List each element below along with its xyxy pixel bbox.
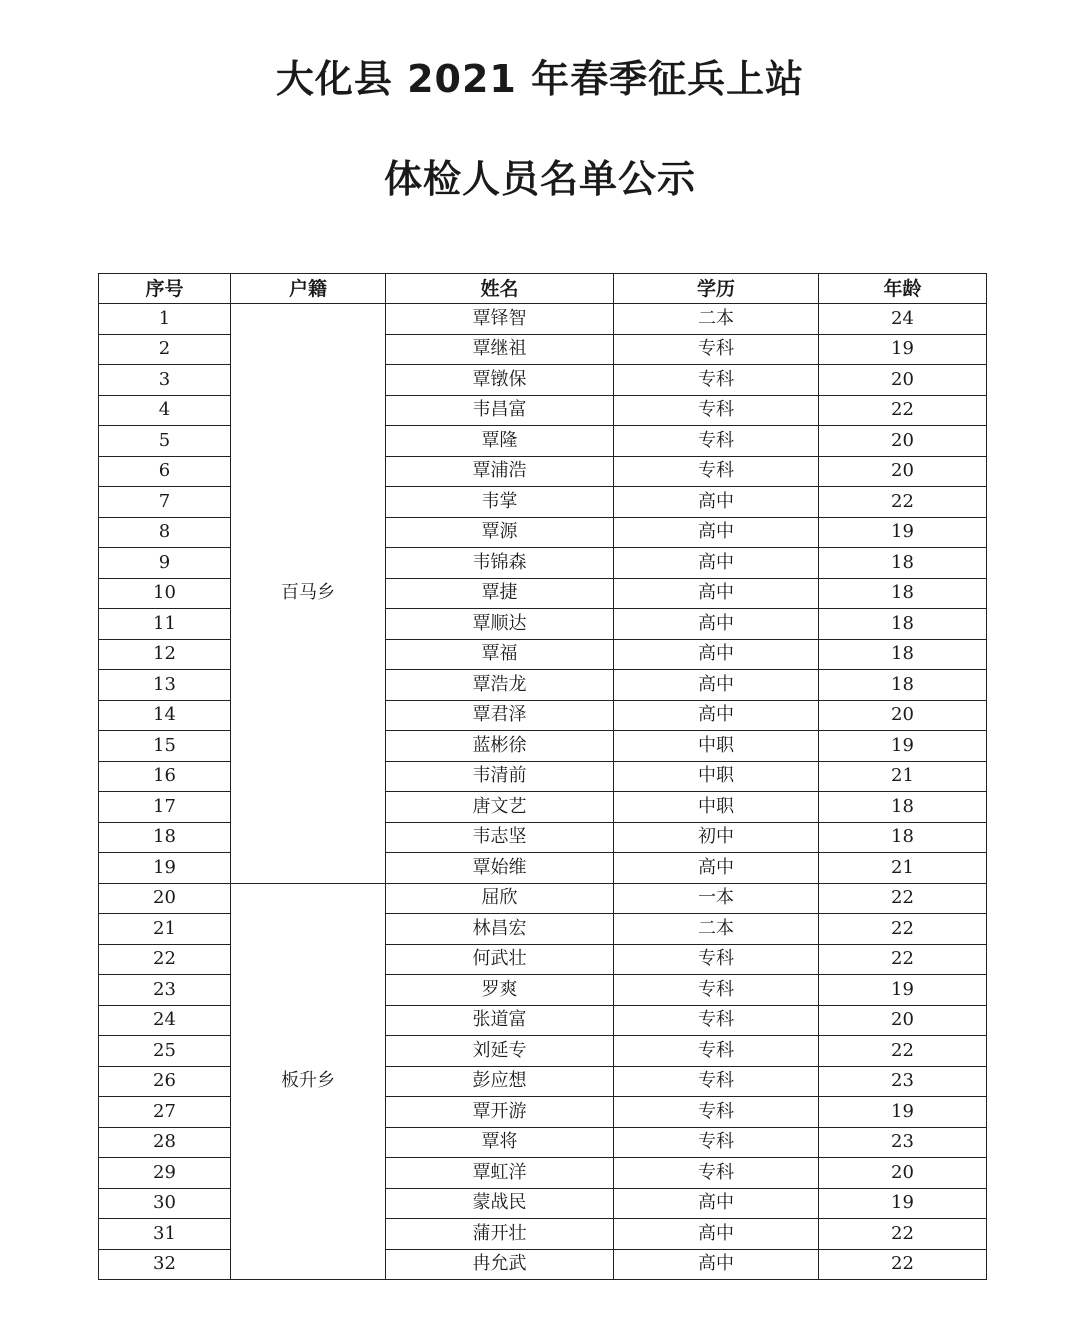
cell-age: 18	[819, 822, 987, 853]
table-header-row	[99, 274, 987, 304]
cell-serial: 7	[99, 487, 231, 518]
cell-age: 20	[819, 1158, 987, 1189]
cell-age: 23	[819, 1066, 987, 1097]
header-education: 学历	[614, 274, 819, 304]
cell-name: 覃继祖	[386, 334, 614, 365]
cell-age: 20	[819, 1005, 987, 1036]
cell-name: 蒙战民	[386, 1188, 614, 1219]
cell-age: 22	[819, 487, 987, 518]
cell-serial: 28	[99, 1127, 231, 1158]
document-title: 大化县 2021 年春季征兵上站	[275, 57, 805, 101]
cell-name: 覃将	[386, 1127, 614, 1158]
cell-age: 22	[819, 944, 987, 975]
cell-age: 20	[819, 456, 987, 487]
cell-age: 22	[819, 1219, 987, 1250]
table-row	[99, 304, 987, 335]
cell-age: 21	[819, 853, 987, 884]
cell-name: 覃浦浩	[386, 456, 614, 487]
cell-education: 高中	[614, 1219, 819, 1250]
cell-serial: 21	[99, 914, 231, 945]
cell-education: 高中	[614, 578, 819, 609]
cell-serial: 1	[99, 304, 231, 335]
cell-education: 高中	[614, 517, 819, 548]
cell-education: 专科	[614, 1127, 819, 1158]
cell-age: 21	[819, 761, 987, 792]
cell-serial: 32	[99, 1249, 231, 1280]
cell-serial: 2	[99, 334, 231, 365]
cell-education: 专科	[614, 975, 819, 1006]
roster-table	[98, 273, 987, 1280]
table-row	[99, 883, 987, 914]
cell-name: 唐文艺	[386, 792, 614, 823]
cell-name: 蓝彬徐	[386, 731, 614, 762]
cell-education: 专科	[614, 1036, 819, 1067]
cell-name: 覃铎智	[386, 304, 614, 335]
cell-age: 20	[819, 700, 987, 731]
cell-age: 22	[819, 1249, 987, 1280]
cell-name: 冉允武	[386, 1249, 614, 1280]
cell-serial: 30	[99, 1188, 231, 1219]
cell-serial: 29	[99, 1158, 231, 1189]
cell-serial: 18	[99, 822, 231, 853]
cell-hukou: 百马乡	[231, 304, 386, 884]
cell-age: 24	[819, 304, 987, 335]
cell-name: 覃始维	[386, 853, 614, 884]
cell-name: 韦昌富	[386, 395, 614, 426]
cell-education: 中职	[614, 731, 819, 762]
cell-name: 覃顺达	[386, 609, 614, 640]
cell-education: 专科	[614, 395, 819, 426]
cell-age: 19	[819, 731, 987, 762]
cell-education: 专科	[614, 1097, 819, 1128]
cell-age: 19	[819, 1097, 987, 1128]
cell-serial: 10	[99, 578, 231, 609]
cell-serial: 13	[99, 670, 231, 701]
cell-education: 高中	[614, 700, 819, 731]
cell-education: 高中	[614, 639, 819, 670]
cell-serial: 17	[99, 792, 231, 823]
cell-education: 专科	[614, 365, 819, 396]
cell-serial: 5	[99, 426, 231, 457]
cell-education: 中职	[614, 761, 819, 792]
cell-serial: 31	[99, 1219, 231, 1250]
cell-name: 覃虹洋	[386, 1158, 614, 1189]
cell-serial: 8	[99, 517, 231, 548]
cell-education: 专科	[614, 426, 819, 457]
cell-education: 高中	[614, 487, 819, 518]
cell-name: 覃捷	[386, 578, 614, 609]
cell-education: 一本	[614, 883, 819, 914]
cell-age: 19	[819, 975, 987, 1006]
cell-name: 罗爽	[386, 975, 614, 1006]
cell-name: 覃源	[386, 517, 614, 548]
cell-age: 18	[819, 609, 987, 640]
cell-name: 韦掌	[386, 487, 614, 518]
cell-serial: 27	[99, 1097, 231, 1128]
cell-serial: 16	[99, 761, 231, 792]
cell-education: 专科	[614, 334, 819, 365]
cell-serial: 12	[99, 639, 231, 670]
cell-education: 初中	[614, 822, 819, 853]
cell-name: 蒲开壮	[386, 1219, 614, 1250]
cell-age: 22	[819, 914, 987, 945]
cell-serial: 26	[99, 1066, 231, 1097]
cell-education: 专科	[614, 456, 819, 487]
cell-age: 18	[819, 670, 987, 701]
cell-serial: 9	[99, 548, 231, 579]
header-age: 年龄	[819, 274, 987, 304]
cell-name: 覃隆	[386, 426, 614, 457]
cell-age: 18	[819, 578, 987, 609]
cell-name: 覃浩龙	[386, 670, 614, 701]
cell-age: 18	[819, 639, 987, 670]
table-body	[99, 304, 987, 1280]
cell-education: 专科	[614, 1005, 819, 1036]
cell-age: 18	[819, 548, 987, 579]
cell-age: 20	[819, 365, 987, 396]
cell-serial: 11	[99, 609, 231, 640]
cell-hukou: 板升乡	[231, 883, 386, 1280]
cell-name: 林昌宏	[386, 914, 614, 945]
cell-name: 覃镦保	[386, 365, 614, 396]
cell-age: 22	[819, 1036, 987, 1067]
cell-education: 二本	[614, 914, 819, 945]
cell-age: 19	[819, 1188, 987, 1219]
cell-education: 二本	[614, 304, 819, 335]
cell-education: 高中	[614, 1188, 819, 1219]
cell-serial: 6	[99, 456, 231, 487]
cell-name: 覃君泽	[386, 700, 614, 731]
cell-age: 19	[819, 334, 987, 365]
document-subtitle: 体检人员名单公示	[383, 157, 696, 201]
cell-name: 韦锦森	[386, 548, 614, 579]
cell-education: 中职	[614, 792, 819, 823]
cell-serial: 20	[99, 883, 231, 914]
cell-name: 屈欣	[386, 883, 614, 914]
cell-education: 专科	[614, 1066, 819, 1097]
cell-education: 高中	[614, 853, 819, 884]
cell-education: 高中	[614, 670, 819, 701]
cell-age: 20	[819, 426, 987, 457]
cell-serial: 23	[99, 975, 231, 1006]
cell-education: 高中	[614, 1249, 819, 1280]
cell-name: 刘延专	[386, 1036, 614, 1067]
header-hukou: 户籍	[231, 274, 386, 304]
cell-serial: 24	[99, 1005, 231, 1036]
cell-name: 覃开游	[386, 1097, 614, 1128]
cell-serial: 22	[99, 944, 231, 975]
cell-serial: 15	[99, 731, 231, 762]
cell-name: 覃福	[386, 639, 614, 670]
cell-serial: 3	[99, 365, 231, 396]
cell-serial: 25	[99, 1036, 231, 1067]
cell-name: 韦志坚	[386, 822, 614, 853]
cell-age: 22	[819, 395, 987, 426]
header-name: 姓名	[386, 274, 614, 304]
cell-name: 张道富	[386, 1005, 614, 1036]
cell-education: 专科	[614, 944, 819, 975]
cell-name: 韦清前	[386, 761, 614, 792]
cell-age: 23	[819, 1127, 987, 1158]
header-serial: 序号	[99, 274, 231, 304]
cell-age: 19	[819, 517, 987, 548]
cell-age: 22	[819, 883, 987, 914]
cell-name: 彭应想	[386, 1066, 614, 1097]
cell-age: 18	[819, 792, 987, 823]
cell-education: 高中	[614, 609, 819, 640]
cell-serial: 19	[99, 853, 231, 884]
cell-serial: 14	[99, 700, 231, 731]
cell-education: 高中	[614, 548, 819, 579]
cell-education: 专科	[614, 1158, 819, 1189]
cell-serial: 4	[99, 395, 231, 426]
cell-name: 何武壮	[386, 944, 614, 975]
